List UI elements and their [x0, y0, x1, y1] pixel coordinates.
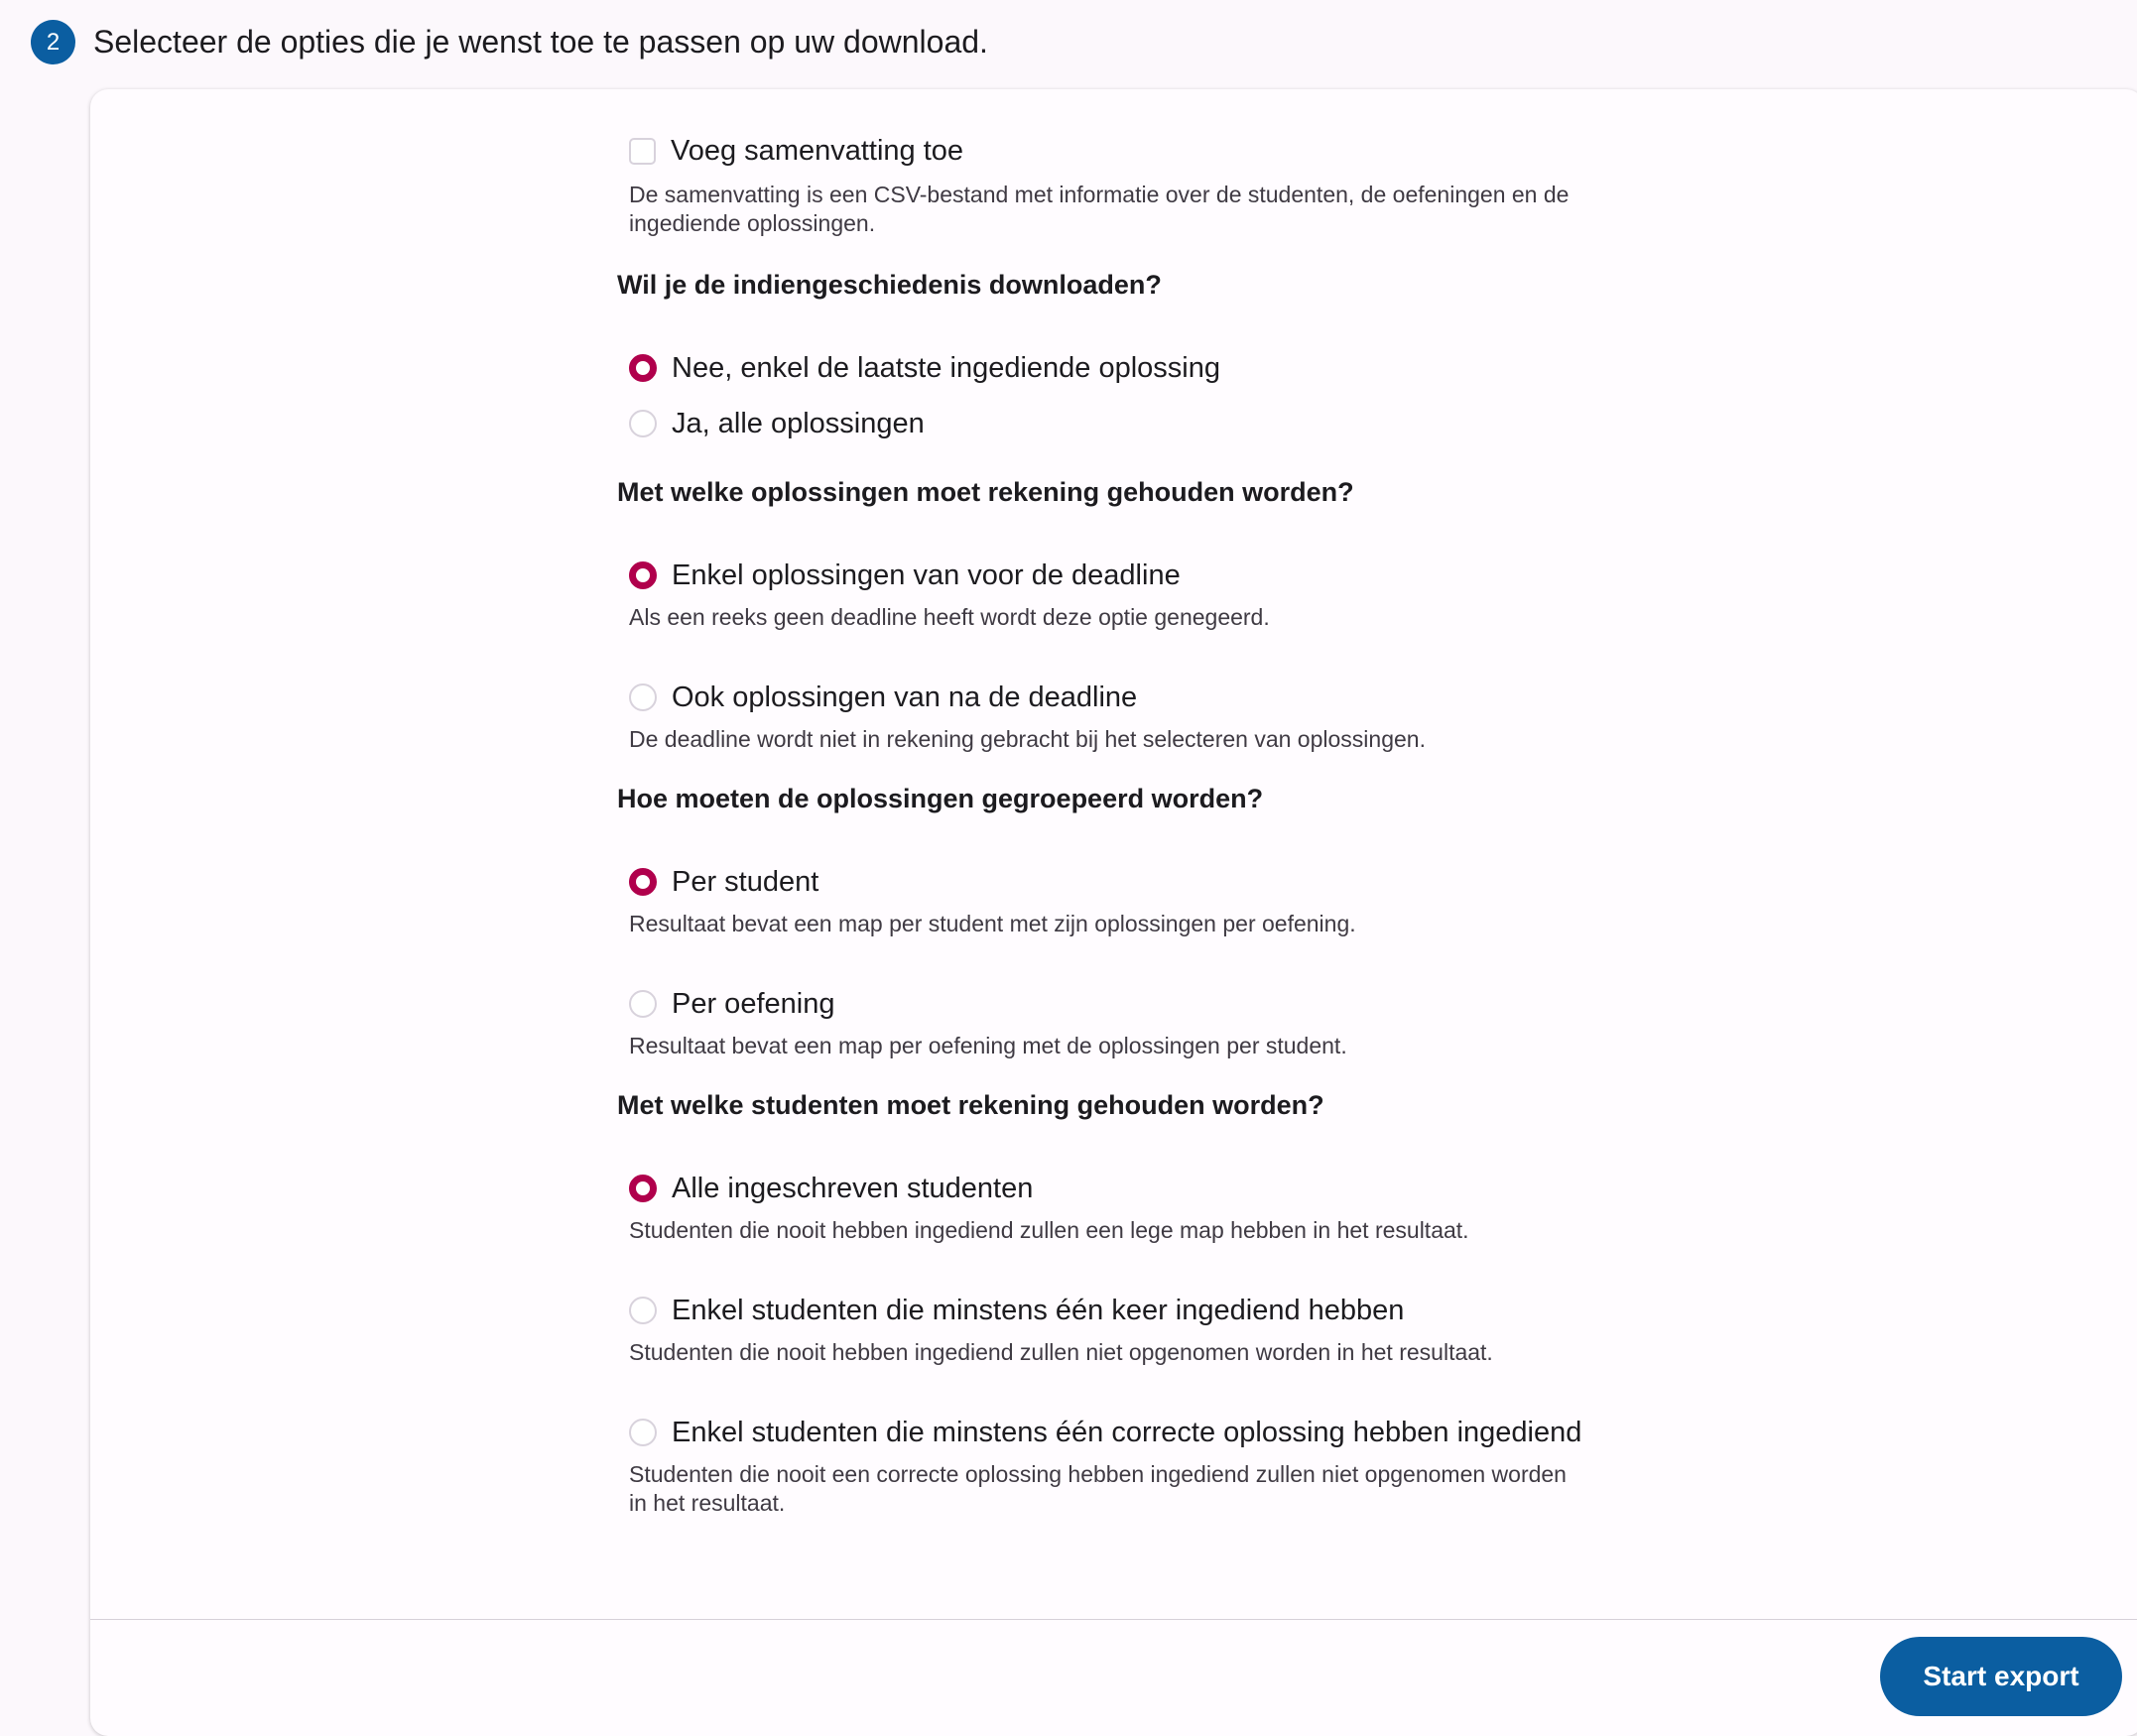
students-option-submitted-description: Studenten die nooit hebben ingediend zullen niet opgenomen worden in het resultaat. [629, 1339, 1493, 1365]
students-option-correct-label: Enkel studenten die minstens één correcte oplossing hebben ingediend [672, 1416, 1582, 1448]
students-option-all[interactable] [617, 1167, 1589, 1210]
summary-description: De samenvatting is een CSV-bestand met informatie over de studenten, de oefeningen en de ingediende oplossingen. [629, 182, 1570, 236]
radio-unselected-icon[interactable] [629, 1419, 657, 1446]
history-option-latest[interactable] [617, 346, 1589, 390]
grouping-option-student[interactable] [617, 860, 1589, 904]
radio-selected-icon[interactable] [629, 354, 657, 382]
start-export-button[interactable]: Start export [1880, 1637, 2122, 1716]
grouping-option-student-description: Resultaat bevat een map per student met zijn oplossingen per oefening. [629, 911, 1356, 936]
radio-unselected-icon[interactable] [629, 1297, 657, 1324]
deadline-option-before-label: Enkel oplossingen van voor de deadline [672, 558, 1181, 591]
summary-checkbox-row[interactable] [617, 129, 1589, 173]
deadline-option-before[interactable] [617, 554, 1589, 597]
step-title: Selecteer de opties die je wenst toe te passen op uw download. [93, 24, 988, 60]
deadline-option-after-label: Ook oplossingen van na de deadline [672, 681, 1138, 713]
radio-unselected-icon[interactable] [629, 683, 657, 711]
radio-selected-icon[interactable] [629, 868, 657, 896]
students-option-correct[interactable] [617, 1411, 1589, 1454]
history-option-all[interactable] [617, 402, 1589, 445]
students-option-submitted-label: Enkel studenten die minstens één keer ingediend hebben [672, 1294, 1405, 1326]
options-form [617, 129, 1589, 1518]
grouping-option-exercise-description: Resultaat bevat een map per oefening met de oplossingen per student. [629, 1033, 1347, 1058]
footer-divider [90, 1619, 2137, 1620]
step-number-badge: 2 [31, 20, 75, 64]
students-option-all-description: Studenten die nooit hebben ingediend zullen een lege map hebben in het resultaat. [629, 1217, 1469, 1243]
radio-unselected-icon[interactable] [629, 410, 657, 437]
deadline-option-after[interactable] [617, 676, 1589, 719]
summary-checkbox-label: Voeg samenvatting toe [671, 134, 964, 167]
grouping-option-exercise[interactable] [617, 982, 1589, 1026]
grouping-option-student-label: Per student [672, 865, 819, 898]
history-option-latest-label: Nee, enkel de laatste ingediende oplossing [672, 351, 1221, 384]
students-option-all-label: Alle ingeschreven studenten [672, 1172, 1034, 1204]
step-header [31, 20, 988, 64]
radio-unselected-icon[interactable] [629, 990, 657, 1018]
deadline-option-before-description: Als een reeks geen deadline heeft wordt deze optie genegeerd. [629, 604, 1270, 630]
history-question: Wil je de indiengeschiedenis downloaden? [617, 270, 1162, 300]
students-question: Met welke studenten moet rekening gehouden worden? [617, 1090, 1324, 1120]
grouping-option-exercise-label: Per oefening [672, 987, 835, 1020]
deadline-option-after-description: De deadline wordt niet in rekening gebracht bij het selecteren van oplossingen. [629, 726, 1426, 752]
radio-selected-icon[interactable] [629, 1175, 657, 1202]
students-option-submitted[interactable] [617, 1289, 1589, 1332]
grouping-question: Hoe moeten de oplossingen gegroepeerd worden? [617, 784, 1264, 813]
deadline-question: Met welke oplossingen moet rekening gehouden worden? [617, 477, 1354, 507]
summary-checkbox[interactable] [629, 138, 656, 165]
students-option-correct-description: Studenten die nooit een correcte oplossing hebben ingediend zullen niet opgenomen worden in het resultaat. [629, 1461, 1567, 1516]
export-options-card [90, 89, 2137, 1736]
radio-selected-icon[interactable] [629, 561, 657, 589]
history-option-all-label: Ja, alle oplossingen [672, 407, 925, 439]
